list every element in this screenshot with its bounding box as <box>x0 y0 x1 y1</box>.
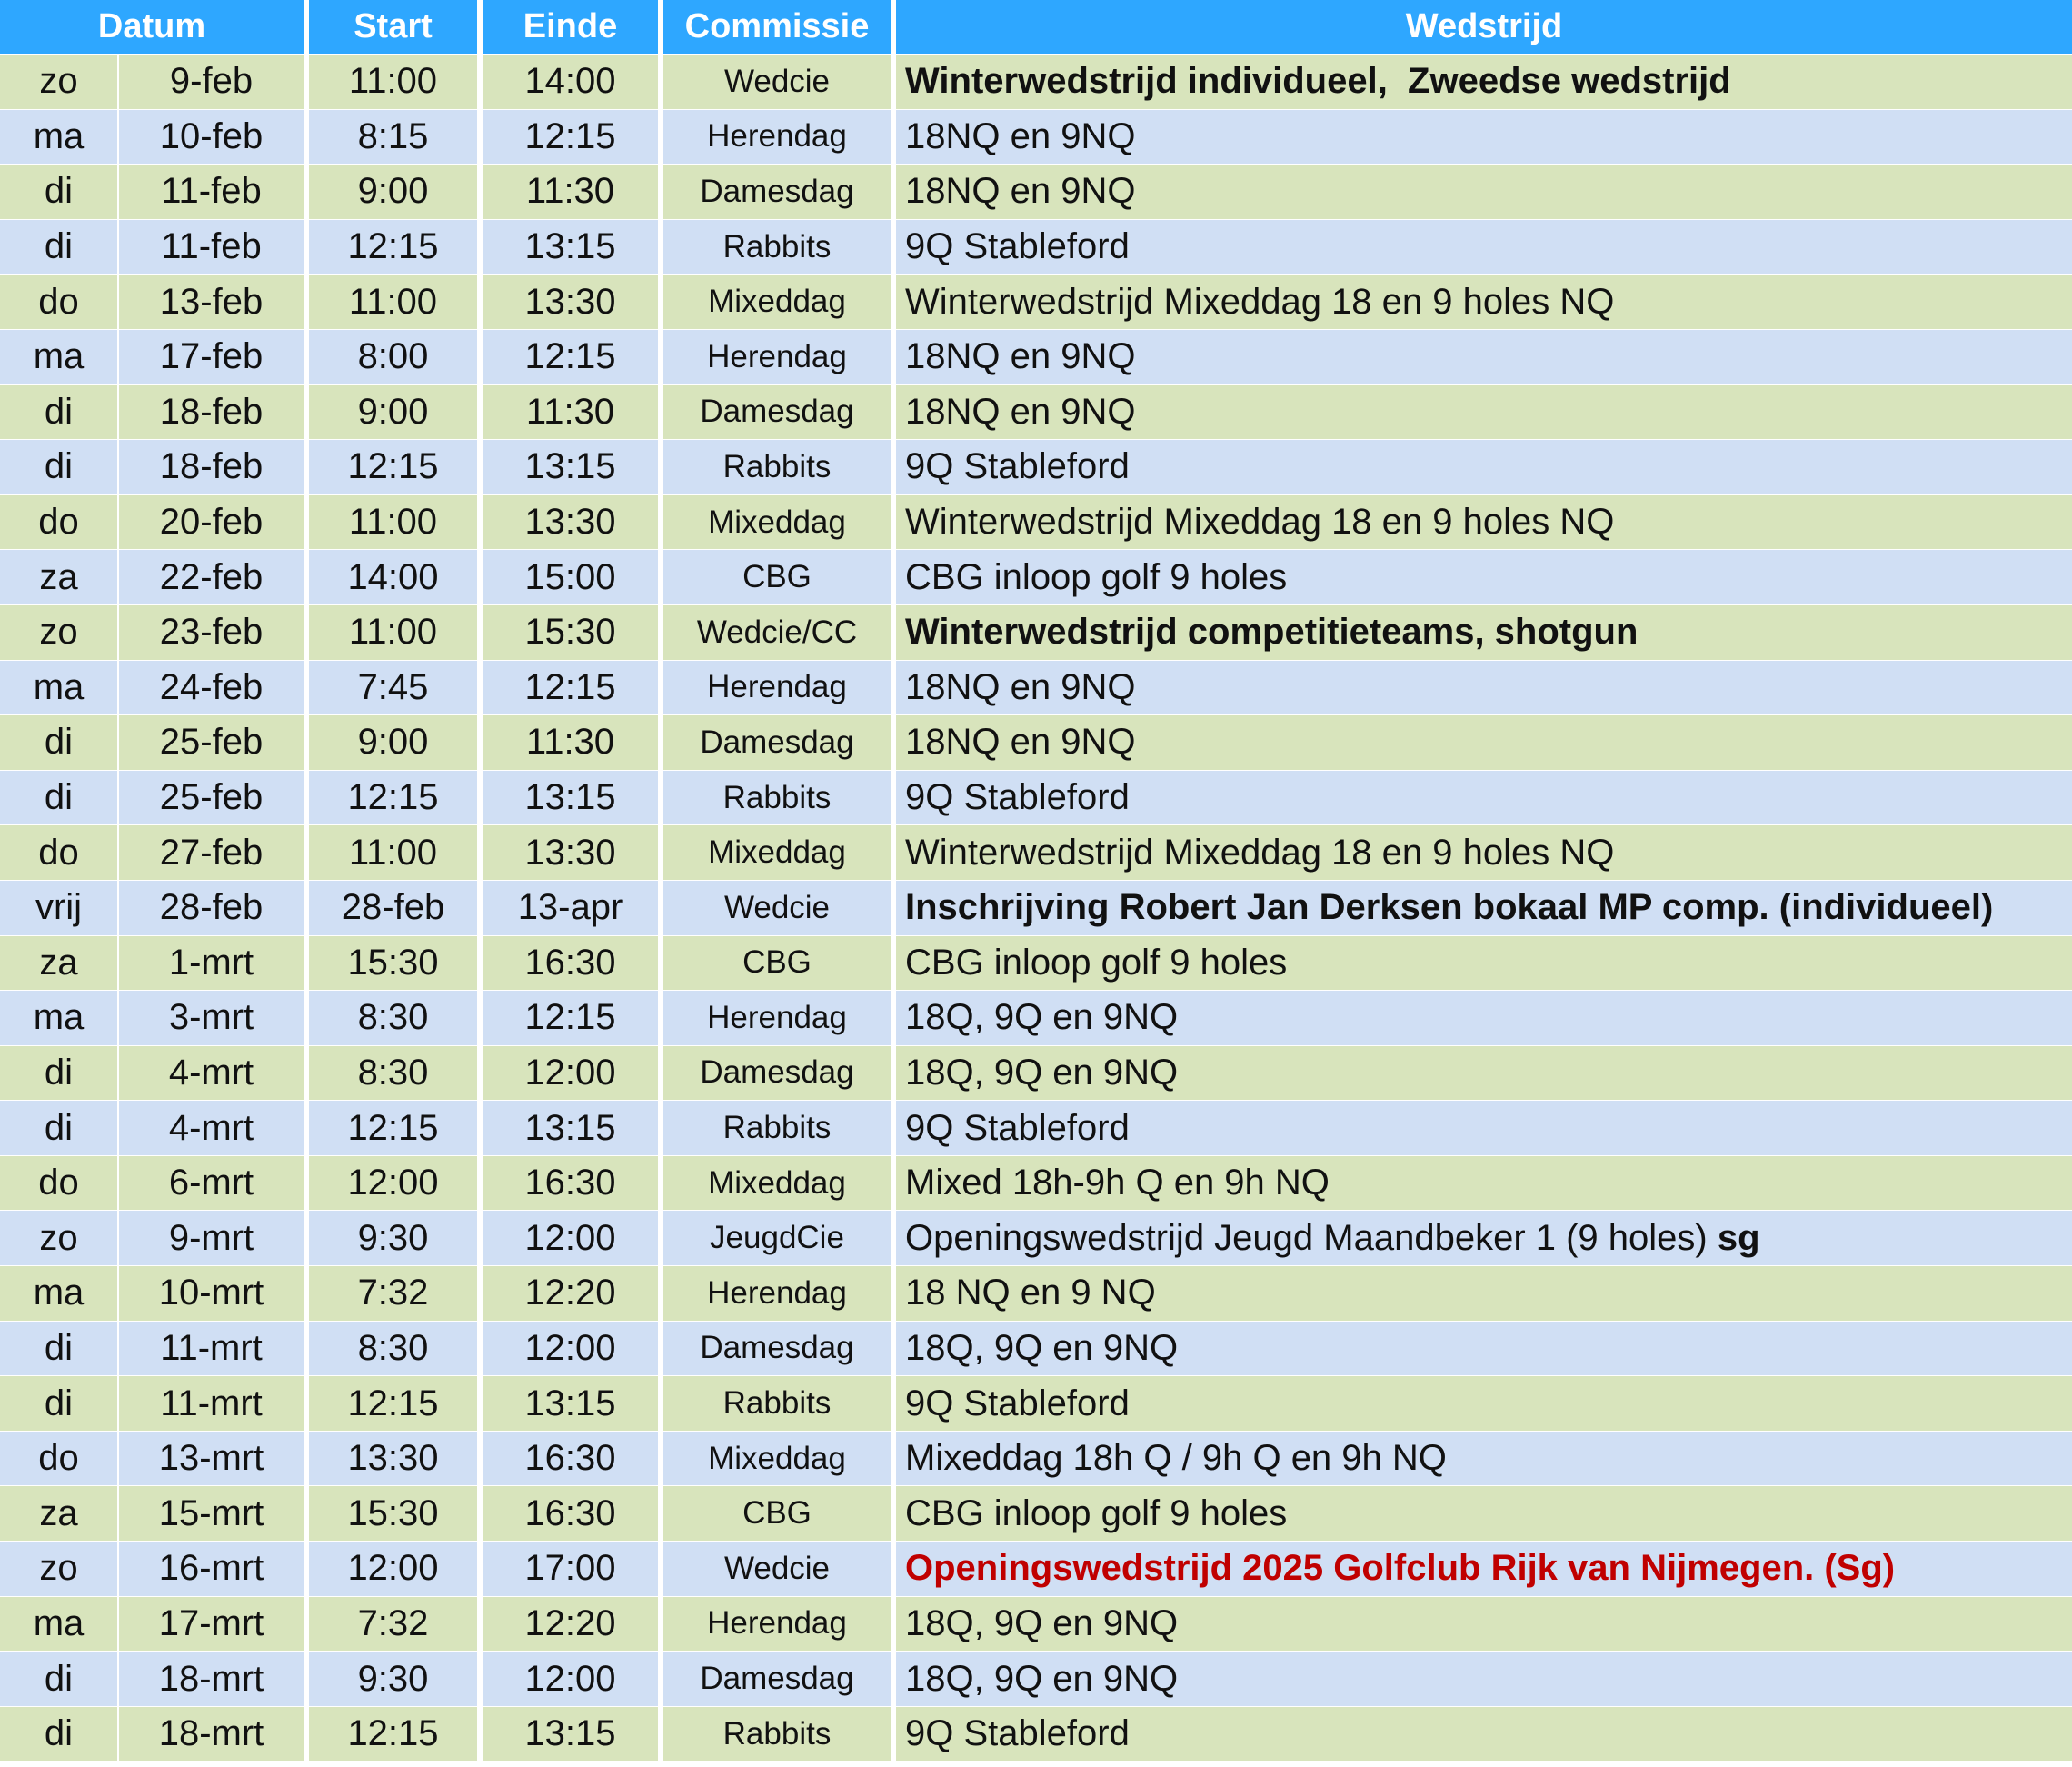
cell-einde: 17:00 <box>483 1542 663 1597</box>
cell-commissie: Herendag <box>663 110 896 165</box>
cell-commissie: CBG <box>663 550 896 605</box>
cell-wedstrijd <box>896 1156 2072 1212</box>
cell-dag: di <box>0 1707 119 1762</box>
cell-start: 12:15 <box>309 440 483 495</box>
cell-datum: 17-mrt <box>119 1597 309 1652</box>
wedstrijd-text: Winterwedstrijd Mixeddag 18 en 9 holes NQ <box>905 502 1615 543</box>
cell-datum: 25-feb <box>119 715 309 771</box>
cell-wedstrijd <box>896 1046 2072 1102</box>
cell-einde: 11:30 <box>483 715 663 771</box>
cell-datum: 16-mrt <box>119 1542 309 1597</box>
cell-start: 9:00 <box>309 385 483 441</box>
cell-datum: 9-mrt <box>119 1211 309 1266</box>
cell-datum: 25-feb <box>119 771 309 826</box>
cell-einde: 11:30 <box>483 165 663 220</box>
cell-wedstrijd <box>896 1211 2072 1266</box>
cell-commissie: Mixeddag <box>663 275 896 330</box>
cell-einde: 12:00 <box>483 1211 663 1266</box>
cell-dag: di <box>0 440 119 495</box>
cell-dag: di <box>0 715 119 771</box>
cell-start: 8:30 <box>309 1322 483 1377</box>
cell-wedstrijd <box>896 1652 2072 1707</box>
cell-dag: di <box>0 220 119 275</box>
cell-einde: 13-apr <box>483 881 663 936</box>
cell-wedstrijd <box>896 495 2072 551</box>
cell-commissie: Wedcie <box>663 881 896 936</box>
cell-start: 12:15 <box>309 1101 483 1156</box>
cell-dag: zo <box>0 1211 119 1266</box>
wedstrijd-text: Mixed 18h-9h Q en 9h NQ <box>905 1163 1330 1203</box>
cell-commissie: Rabbits <box>663 1376 896 1432</box>
cell-start: 11:00 <box>309 495 483 551</box>
cell-datum: 11-feb <box>119 165 309 220</box>
cell-dag: di <box>0 1101 119 1156</box>
cell-start: 8:15 <box>309 110 483 165</box>
cell-wedstrijd <box>896 220 2072 275</box>
cell-datum: 27-feb <box>119 825 309 881</box>
cell-dag: di <box>0 385 119 441</box>
cell-start: 11:00 <box>309 55 483 110</box>
wedstrijd-text: 18NQ en 9NQ <box>905 171 1136 212</box>
cell-datum: 11-feb <box>119 220 309 275</box>
header-einde: Einde <box>483 0 663 55</box>
cell-dag: di <box>0 1322 119 1377</box>
cell-datum: 18-mrt <box>119 1707 309 1762</box>
cell-dag: ma <box>0 1597 119 1652</box>
wedstrijd-text: 18Q, 9Q en 9NQ <box>905 1052 1179 1093</box>
cell-datum: 4-mrt <box>119 1101 309 1156</box>
cell-dag: di <box>0 1376 119 1432</box>
cell-wedstrijd <box>896 1486 2072 1542</box>
cell-datum: 23-feb <box>119 605 309 661</box>
cell-commissie: Mixeddag <box>663 1432 896 1487</box>
cell-einde: 16:30 <box>483 936 663 992</box>
cell-dag: vrij <box>0 881 119 936</box>
cell-datum: 20-feb <box>119 495 309 551</box>
wedstrijd-text: 9Q Stableford <box>905 1713 1130 1754</box>
cell-commissie: Wedcie <box>663 1542 896 1597</box>
cell-start: 9:30 <box>309 1211 483 1266</box>
wedstrijd-text: 18NQ en 9NQ <box>905 336 1136 377</box>
cell-wedstrijd <box>896 275 2072 330</box>
wedstrijd-text: Winterwedstrijd competitieteams, shotgun <box>905 612 1639 653</box>
cell-dag: ma <box>0 661 119 716</box>
cell-einde: 15:30 <box>483 605 663 661</box>
wedstrijd-text: 18 NQ en 9 NQ <box>905 1273 1156 1313</box>
cell-einde: 16:30 <box>483 1486 663 1542</box>
cell-datum: 13-feb <box>119 275 309 330</box>
cell-start: 11:00 <box>309 605 483 661</box>
cell-wedstrijd <box>896 330 2072 385</box>
cell-datum: 18-mrt <box>119 1652 309 1707</box>
cell-start: 7:32 <box>309 1597 483 1652</box>
wedstrijd-text: 18NQ en 9NQ <box>905 722 1136 763</box>
cell-commissie: CBG <box>663 1486 896 1542</box>
cell-commissie: Damesdag <box>663 1652 896 1707</box>
wedstrijd-text: CBG inloop golf 9 holes <box>905 556 1288 597</box>
cell-wedstrijd <box>896 550 2072 605</box>
cell-start: 14:00 <box>309 550 483 605</box>
cell-commissie: Rabbits <box>663 220 896 275</box>
cell-commissie: Herendag <box>663 330 896 385</box>
cell-dag: zo <box>0 55 119 110</box>
header-start: Start <box>309 0 483 55</box>
wedstrijd-text: Winterwedstrijd Mixeddag 18 en 9 holes NQ <box>905 832 1615 873</box>
cell-einde: 12:20 <box>483 1597 663 1652</box>
cell-einde: 12:15 <box>483 991 663 1046</box>
cell-einde: 13:15 <box>483 1376 663 1432</box>
cell-start: 15:30 <box>309 936 483 992</box>
cell-dag: do <box>0 495 119 551</box>
cell-commissie: Mixeddag <box>663 1156 896 1212</box>
cell-start: 11:00 <box>309 825 483 881</box>
wedstrijd-text: CBG inloop golf 9 holes <box>905 942 1288 983</box>
cell-datum: 18-feb <box>119 385 309 441</box>
wedstrijd-text: 18Q, 9Q en 9NQ <box>905 997 1179 1038</box>
wedstrijd-text: 9Q Stableford <box>905 1383 1130 1423</box>
cell-start: 7:45 <box>309 661 483 716</box>
cell-dag: do <box>0 1432 119 1487</box>
cell-dag: do <box>0 825 119 881</box>
cell-datum: 13-mrt <box>119 1432 309 1487</box>
wedstrijd-text: 9Q Stableford <box>905 446 1130 487</box>
wedstrijd-text: 18NQ en 9NQ <box>905 115 1136 156</box>
cell-commissie: Wedcie/CC <box>663 605 896 661</box>
cell-commissie: Herendag <box>663 1597 896 1652</box>
cell-einde: 12:00 <box>483 1652 663 1707</box>
cell-commissie: Mixeddag <box>663 495 896 551</box>
cell-dag: ma <box>0 991 119 1046</box>
cell-start: 12:15 <box>309 1376 483 1432</box>
wedstrijd-text: 18NQ en 9NQ <box>905 391 1136 432</box>
wedstrijd-suffix: sg <box>1717 1217 1760 1258</box>
cell-datum: 28-feb <box>119 881 309 936</box>
cell-start: 9:00 <box>309 715 483 771</box>
cell-dag: za <box>0 550 119 605</box>
cell-dag: di <box>0 1046 119 1102</box>
cell-wedstrijd <box>896 1322 2072 1377</box>
cell-start: 12:15 <box>309 771 483 826</box>
wedstrijd-text: 9Q Stableford <box>905 777 1130 818</box>
cell-wedstrijd <box>896 605 2072 661</box>
cell-commissie: Rabbits <box>663 771 896 826</box>
cell-start: 7:32 <box>309 1266 483 1322</box>
cell-start: 12:15 <box>309 220 483 275</box>
cell-wedstrijd <box>896 165 2072 220</box>
cell-start: 9:00 <box>309 165 483 220</box>
cell-datum: 22-feb <box>119 550 309 605</box>
cell-einde: 12:20 <box>483 1266 663 1322</box>
cell-datum: 17-feb <box>119 330 309 385</box>
cell-datum: 10-mrt <box>119 1266 309 1322</box>
cell-start: 8:00 <box>309 330 483 385</box>
cell-einde: 11:30 <box>483 385 663 441</box>
wedstrijd-text: Mixeddag 18h Q / 9h Q en 9h NQ <box>905 1438 1447 1479</box>
cell-wedstrijd <box>896 825 2072 881</box>
cell-einde: 14:00 <box>483 55 663 110</box>
cell-dag: zo <box>0 605 119 661</box>
cell-wedstrijd <box>896 715 2072 771</box>
cell-datum: 11-mrt <box>119 1322 309 1377</box>
wedstrijd-text: CBG inloop golf 9 holes <box>905 1492 1288 1533</box>
cell-commissie: Damesdag <box>663 715 896 771</box>
cell-wedstrijd <box>896 771 2072 826</box>
cell-wedstrijd <box>896 1376 2072 1432</box>
cell-commissie: Wedcie <box>663 55 896 110</box>
cell-commissie: Mixeddag <box>663 825 896 881</box>
cell-start: 8:30 <box>309 991 483 1046</box>
cell-commissie: Rabbits <box>663 1707 896 1762</box>
cell-wedstrijd <box>896 440 2072 495</box>
cell-wedstrijd <box>896 1266 2072 1322</box>
cell-wedstrijd <box>896 55 2072 110</box>
cell-commissie: Damesdag <box>663 1046 896 1102</box>
cell-einde: 13:30 <box>483 495 663 551</box>
cell-wedstrijd <box>896 1542 2072 1597</box>
cell-einde: 13:15 <box>483 1101 663 1156</box>
cell-dag: do <box>0 275 119 330</box>
cell-datum: 11-mrt <box>119 1376 309 1432</box>
wedstrijd-text: 9Q Stableford <box>905 1107 1130 1148</box>
cell-start: 13:30 <box>309 1432 483 1487</box>
cell-start: 8:30 <box>309 1046 483 1102</box>
cell-commissie: Herendag <box>663 991 896 1046</box>
cell-wedstrijd <box>896 991 2072 1046</box>
cell-dag: zo <box>0 1542 119 1597</box>
cell-start: 15:30 <box>309 1486 483 1542</box>
cell-datum: 6-mrt <box>119 1156 309 1212</box>
cell-wedstrijd <box>896 1597 2072 1652</box>
cell-commissie: Herendag <box>663 1266 896 1322</box>
cell-datum: 15-mrt <box>119 1486 309 1542</box>
cell-datum: 3-mrt <box>119 991 309 1046</box>
cell-start: 12:00 <box>309 1542 483 1597</box>
cell-einde: 16:30 <box>483 1156 663 1212</box>
header-commissie: Commissie <box>663 0 896 55</box>
cell-einde: 15:00 <box>483 550 663 605</box>
cell-einde: 16:30 <box>483 1432 663 1487</box>
cell-datum: 24-feb <box>119 661 309 716</box>
wedstrijd-text: Openingswedstrijd Jeugd Maandbeker 1 (9 holes) <box>905 1217 1718 1258</box>
cell-start: 28-feb <box>309 881 483 936</box>
cell-wedstrijd <box>896 881 2072 936</box>
cell-einde: 13:30 <box>483 825 663 881</box>
cell-einde: 13:15 <box>483 1707 663 1762</box>
cell-commissie: Damesdag <box>663 385 896 441</box>
wedstrijd-text: 9Q Stableford <box>905 226 1130 267</box>
wedstrijd-text: Inschrijving Robert Jan Derksen bokaal MP comp. (individueel) <box>905 887 1994 928</box>
cell-dag: di <box>0 1652 119 1707</box>
wedstrijd-text: Openingswedstrijd 2025 Golfclub Rijk van Nijmegen. (Sg) <box>905 1548 1896 1589</box>
cell-start: 12:15 <box>309 1707 483 1762</box>
cell-dag: di <box>0 771 119 826</box>
cell-einde: 12:00 <box>483 1322 663 1377</box>
cell-wedstrijd <box>896 385 2072 441</box>
cell-dag: ma <box>0 110 119 165</box>
cell-einde: 13:30 <box>483 275 663 330</box>
cell-wedstrijd <box>896 1707 2072 1762</box>
wedstrijd-text: 18Q, 9Q en 9NQ <box>905 1658 1179 1699</box>
cell-dag: ma <box>0 330 119 385</box>
cell-einde: 12:00 <box>483 1046 663 1102</box>
cell-wedstrijd <box>896 110 2072 165</box>
cell-einde: 12:15 <box>483 110 663 165</box>
cell-dag: do <box>0 1156 119 1212</box>
cell-dag: di <box>0 165 119 220</box>
cell-commissie: CBG <box>663 936 896 992</box>
cell-datum: 10-feb <box>119 110 309 165</box>
cell-commissie: JeugdCie <box>663 1211 896 1266</box>
cell-datum: 18-feb <box>119 440 309 495</box>
wedstrijd-text: 18Q, 9Q en 9NQ <box>905 1602 1179 1643</box>
wedstrijd-text: 18NQ en 9NQ <box>905 666 1136 707</box>
cell-dag: ma <box>0 1266 119 1322</box>
cell-commissie: Rabbits <box>663 1101 896 1156</box>
header-datum: Datum <box>0 0 309 55</box>
cell-commissie: Damesdag <box>663 1322 896 1377</box>
cell-dag: za <box>0 1486 119 1542</box>
cell-wedstrijd <box>896 1432 2072 1487</box>
cell-commissie: Damesdag <box>663 165 896 220</box>
cell-start: 9:30 <box>309 1652 483 1707</box>
wedstrijd-text: Winterwedstrijd Mixeddag 18 en 9 holes NQ <box>905 281 1615 322</box>
cell-einde: 12:15 <box>483 330 663 385</box>
cell-einde: 13:15 <box>483 771 663 826</box>
cell-commissie: Herendag <box>663 661 896 716</box>
cell-start: 12:00 <box>309 1156 483 1212</box>
cell-datum: 9-feb <box>119 55 309 110</box>
cell-wedstrijd <box>896 936 2072 992</box>
cell-datum: 4-mrt <box>119 1046 309 1102</box>
cell-start: 11:00 <box>309 275 483 330</box>
wedstrijd-text: 18Q, 9Q en 9NQ <box>905 1327 1179 1368</box>
cell-datum: 1-mrt <box>119 936 309 992</box>
cell-commissie: Rabbits <box>663 440 896 495</box>
cell-einde: 13:15 <box>483 220 663 275</box>
cell-dag: za <box>0 936 119 992</box>
cell-einde: 12:15 <box>483 661 663 716</box>
cell-wedstrijd <box>896 1101 2072 1156</box>
cell-einde: 13:15 <box>483 440 663 495</box>
cell-wedstrijd <box>896 661 2072 716</box>
header-wedstrijd: Wedstrijd <box>896 0 2072 55</box>
wedstrijd-text: Winterwedstrijd individueel, Zweedse wedstrijd <box>905 61 1731 102</box>
